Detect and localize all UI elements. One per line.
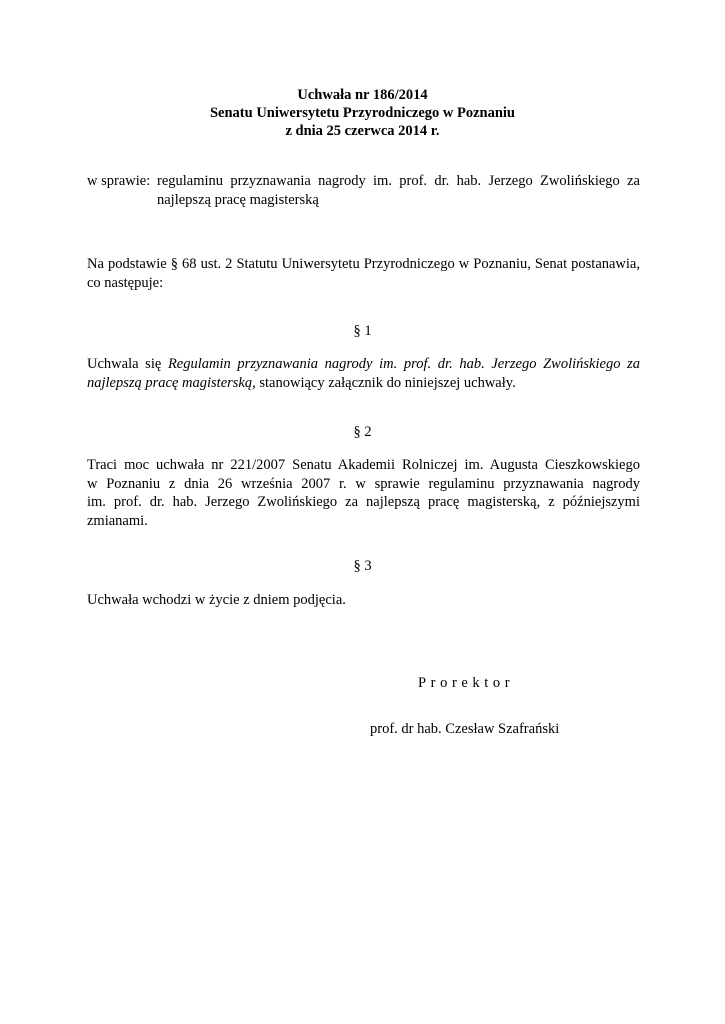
signature-role: Prorektor <box>418 675 515 691</box>
section-3-line: Uchwała wchodzi w życie z dniem podjęcia. <box>87 592 346 608</box>
title-line-resolution-number: Uchwała nr 186/2014 <box>297 87 428 103</box>
section-1-prefix: Uchwala się <box>87 356 162 372</box>
document-title <box>0 86 725 140</box>
regulation-title-part2: najlepszą pracę magisterską <box>87 374 253 391</box>
subject-text-line: regulaminu przyznawania nagrody im. prof. dr. hab. Jerzego Zwolińskiego za <box>157 173 640 189</box>
preamble-line: co następuje: <box>87 274 164 291</box>
section-mark-1: § 1 <box>353 323 372 339</box>
section-2-line: Traci moc uchwała nr 221/2007 Senatu Akademii Rolniczej im. Augusta Cieszkowskiego <box>87 457 640 473</box>
title-line-date: z dnia 25 czerwca 2014 r. <box>285 123 440 139</box>
subject-label: w sprawie: <box>87 173 151 189</box>
section-1-line <box>87 374 640 393</box>
section-2-paragraph <box>87 456 640 530</box>
preamble-paragraph <box>87 255 640 292</box>
section-3-paragraph <box>87 591 640 610</box>
subject-block <box>87 172 640 210</box>
section-2-line: im. prof. dr. hab. Jerzego Zwolińskiego za najlepszą pracę magisterską, z późniejszymi <box>87 494 640 510</box>
preamble-line: Na podstawie § 68 ust. 2 Statutu Uniwersytetu Przyrodniczego w Poznaniu, Senat postanawia, <box>87 256 640 272</box>
section-1-paragraph <box>87 355 640 392</box>
section-2-line: w Poznaniu z dnia 26 września 2007 r. w sprawie regulaminu przyznawania nagrody <box>87 475 640 492</box>
section-1-line <box>87 355 640 374</box>
section-2-line: zmianami. <box>87 512 148 529</box>
section-mark-2: § 2 <box>353 424 372 440</box>
section-1-suffix: , stanowiący załącznik do niniejszej uchwały. <box>252 374 516 391</box>
subject-text-line: najlepszą pracę magisterską <box>157 192 319 208</box>
signature-name: prof. dr hab. Czesław Szafrański <box>370 721 560 737</box>
subject-text <box>157 172 640 210</box>
regulation-title-part1: Regulamin przyznawania nagrody im. prof. dr. hab. Jerzego Zwolińskiego za <box>167 356 641 372</box>
section-mark-3: § 3 <box>353 558 372 574</box>
title-line-senate: Senatu Uniwersytetu Przyrodniczego w Poznaniu <box>209 105 516 121</box>
